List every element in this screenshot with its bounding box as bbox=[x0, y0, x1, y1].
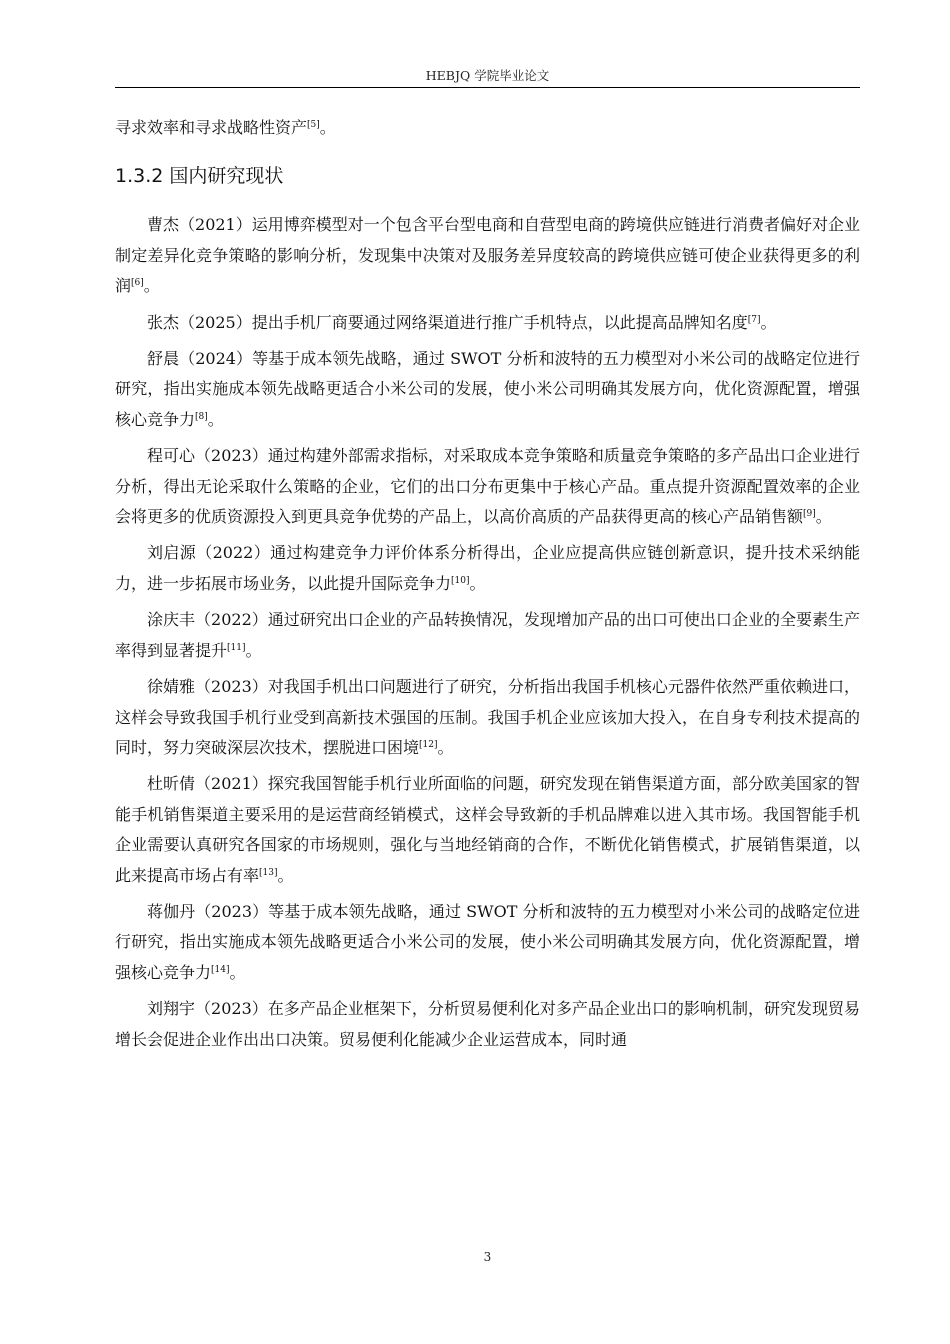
page-header-title: HEBJQ 学院毕业论文 bbox=[425, 68, 550, 83]
page-number: 3 bbox=[483, 1250, 492, 1264]
paragraph bbox=[115, 344, 860, 435]
paragraph-continuation bbox=[115, 113, 860, 143]
document-body bbox=[115, 113, 860, 1061]
paragraph-end: 。 bbox=[760, 312, 777, 332]
citation-ref[interactable]: [12] bbox=[419, 739, 438, 750]
paragraph bbox=[115, 538, 860, 599]
paragraph-text: 曹杰（2021）运用博弈模型对一个包含平台型电商和自营型电商的跨境供应链进行消费者偏好对企业制定差异化竞争策略的影响分析，发现集中决策对及服务差异度较高的跨境供应链可使企业获得更多的利润 bbox=[115, 215, 860, 296]
paragraph-end: 。 bbox=[469, 573, 486, 593]
citation-ref[interactable]: [5] bbox=[307, 120, 320, 130]
paragraph-text: 舒晨（2024）等基于成本领先战略，通过 SWOT 分析和波特的五力模型对小米公司的战略定位进行研究，指出实施成本领先战略更适合小米公司的发展，使小米公司明确其发展方向，优化资源配置，增强核心竞争力 bbox=[115, 349, 860, 429]
paragraph-end: 。 bbox=[207, 409, 224, 429]
paragraph bbox=[115, 210, 860, 301]
paragraph-end: 。 bbox=[277, 865, 294, 885]
paragraph-text: 程可心（2023）通过构建外部需求指标，对采取成本竞争策略和质量竞争策略的多产品出口企业进行分析，得出无论采取什么策略的企业，它们的出口分布更集中于核心产品。重点提升资源配置效率的企业会将更多的优质资源投入到更具竞争优势的产品上，以高价高质的产品获得更高的核心产品销售额 bbox=[115, 446, 860, 527]
paragraph-text: 杜昕倩（2021）探究我国智能手机行业所面临的问题，研究发现在销售渠道方面，部分欧美国家的智能手机销售渠道主要采用的是运营商经销模式，这样会导致新的手机品牌难以进入其市场。我国智能手机企业需要认真研究各国家的市场规则，强化与当地经销商的合作，不断优化销售模式，扩展销售渠道，以此来提高市场占有率 bbox=[115, 774, 860, 885]
citation-ref[interactable]: [7] bbox=[747, 314, 761, 325]
citation-ref[interactable]: [14] bbox=[211, 964, 230, 975]
paragraph-end: 。 bbox=[815, 507, 832, 527]
citation-ref[interactable]: [13] bbox=[259, 867, 278, 878]
paragraph-text: 刘翔宇（2023）在多产品企业框架下，分析贸易便利化对多产品企业出口的影响机制，研究发现贸易增长会促进企业作出出口决策。贸易便利化能减少企业运营成本，同时通 bbox=[115, 999, 860, 1049]
paragraph-text: 刘启源（2022）通过构建竞争力评价体系分析得出，企业应提高供应链创新意识，提升技术采纳能力，进一步拓展市场业务，以此提升国际竞争力 bbox=[115, 543, 860, 593]
citation-ref[interactable]: [11] bbox=[227, 642, 246, 653]
paragraph bbox=[115, 769, 860, 891]
paragraph bbox=[115, 994, 860, 1055]
section-heading: 1.3.2 国内研究现状 bbox=[115, 165, 284, 188]
paragraph-text: 徐婧雅（2023）对我国手机出口问题进行了研究，分析指出我国手机核心元器件依然严重依赖进口，这样会导致我国手机行业受到高新技术强国的压制。我国手机企业应该加大投入，在自身专利技术提高的同时，努力突破深层次技术，摆脱进口困境 bbox=[115, 677, 860, 757]
paragraph-text: 寻求效率和寻求战略性资产 bbox=[115, 118, 308, 137]
paragraph-text: 蒋伽丹（2023）等基于成本领先战略，通过 SWOT 分析和波特的五力模型对小米公司的战略定位进行研究，指出实施成本领先战略更适合小米公司的发展，使小米公司明确其发展方向，优化资源配置，增强核心竞争力 bbox=[115, 901, 860, 982]
paragraph bbox=[115, 672, 860, 763]
paragraph-text: 张杰（2025）提出手机厂商要通过网络渠道进行推广手机特点，以此提高品牌知名度 bbox=[147, 312, 748, 332]
paragraph-end: 。 bbox=[245, 640, 262, 660]
paragraph bbox=[115, 441, 860, 532]
paragraph-end: 。 bbox=[319, 118, 336, 137]
paragraph bbox=[115, 308, 860, 338]
paragraph-end: 。 bbox=[229, 962, 246, 982]
paragraph bbox=[115, 605, 860, 666]
paragraph-end: 。 bbox=[143, 276, 160, 296]
paragraph-end: 。 bbox=[437, 737, 454, 757]
paragraph bbox=[115, 897, 860, 988]
citation-ref[interactable]: [6] bbox=[131, 278, 144, 289]
header-divider bbox=[115, 87, 860, 88]
citation-ref[interactable]: [9] bbox=[803, 509, 816, 520]
citation-ref[interactable]: [8] bbox=[195, 411, 208, 422]
citation-ref[interactable]: [10] bbox=[451, 575, 470, 586]
paragraph-text: 涂庆丰（2022）通过研究出口企业的产品转换情况，发现增加产品的出口可使出口企业的全要素生产率得到显著提升 bbox=[115, 610, 860, 660]
